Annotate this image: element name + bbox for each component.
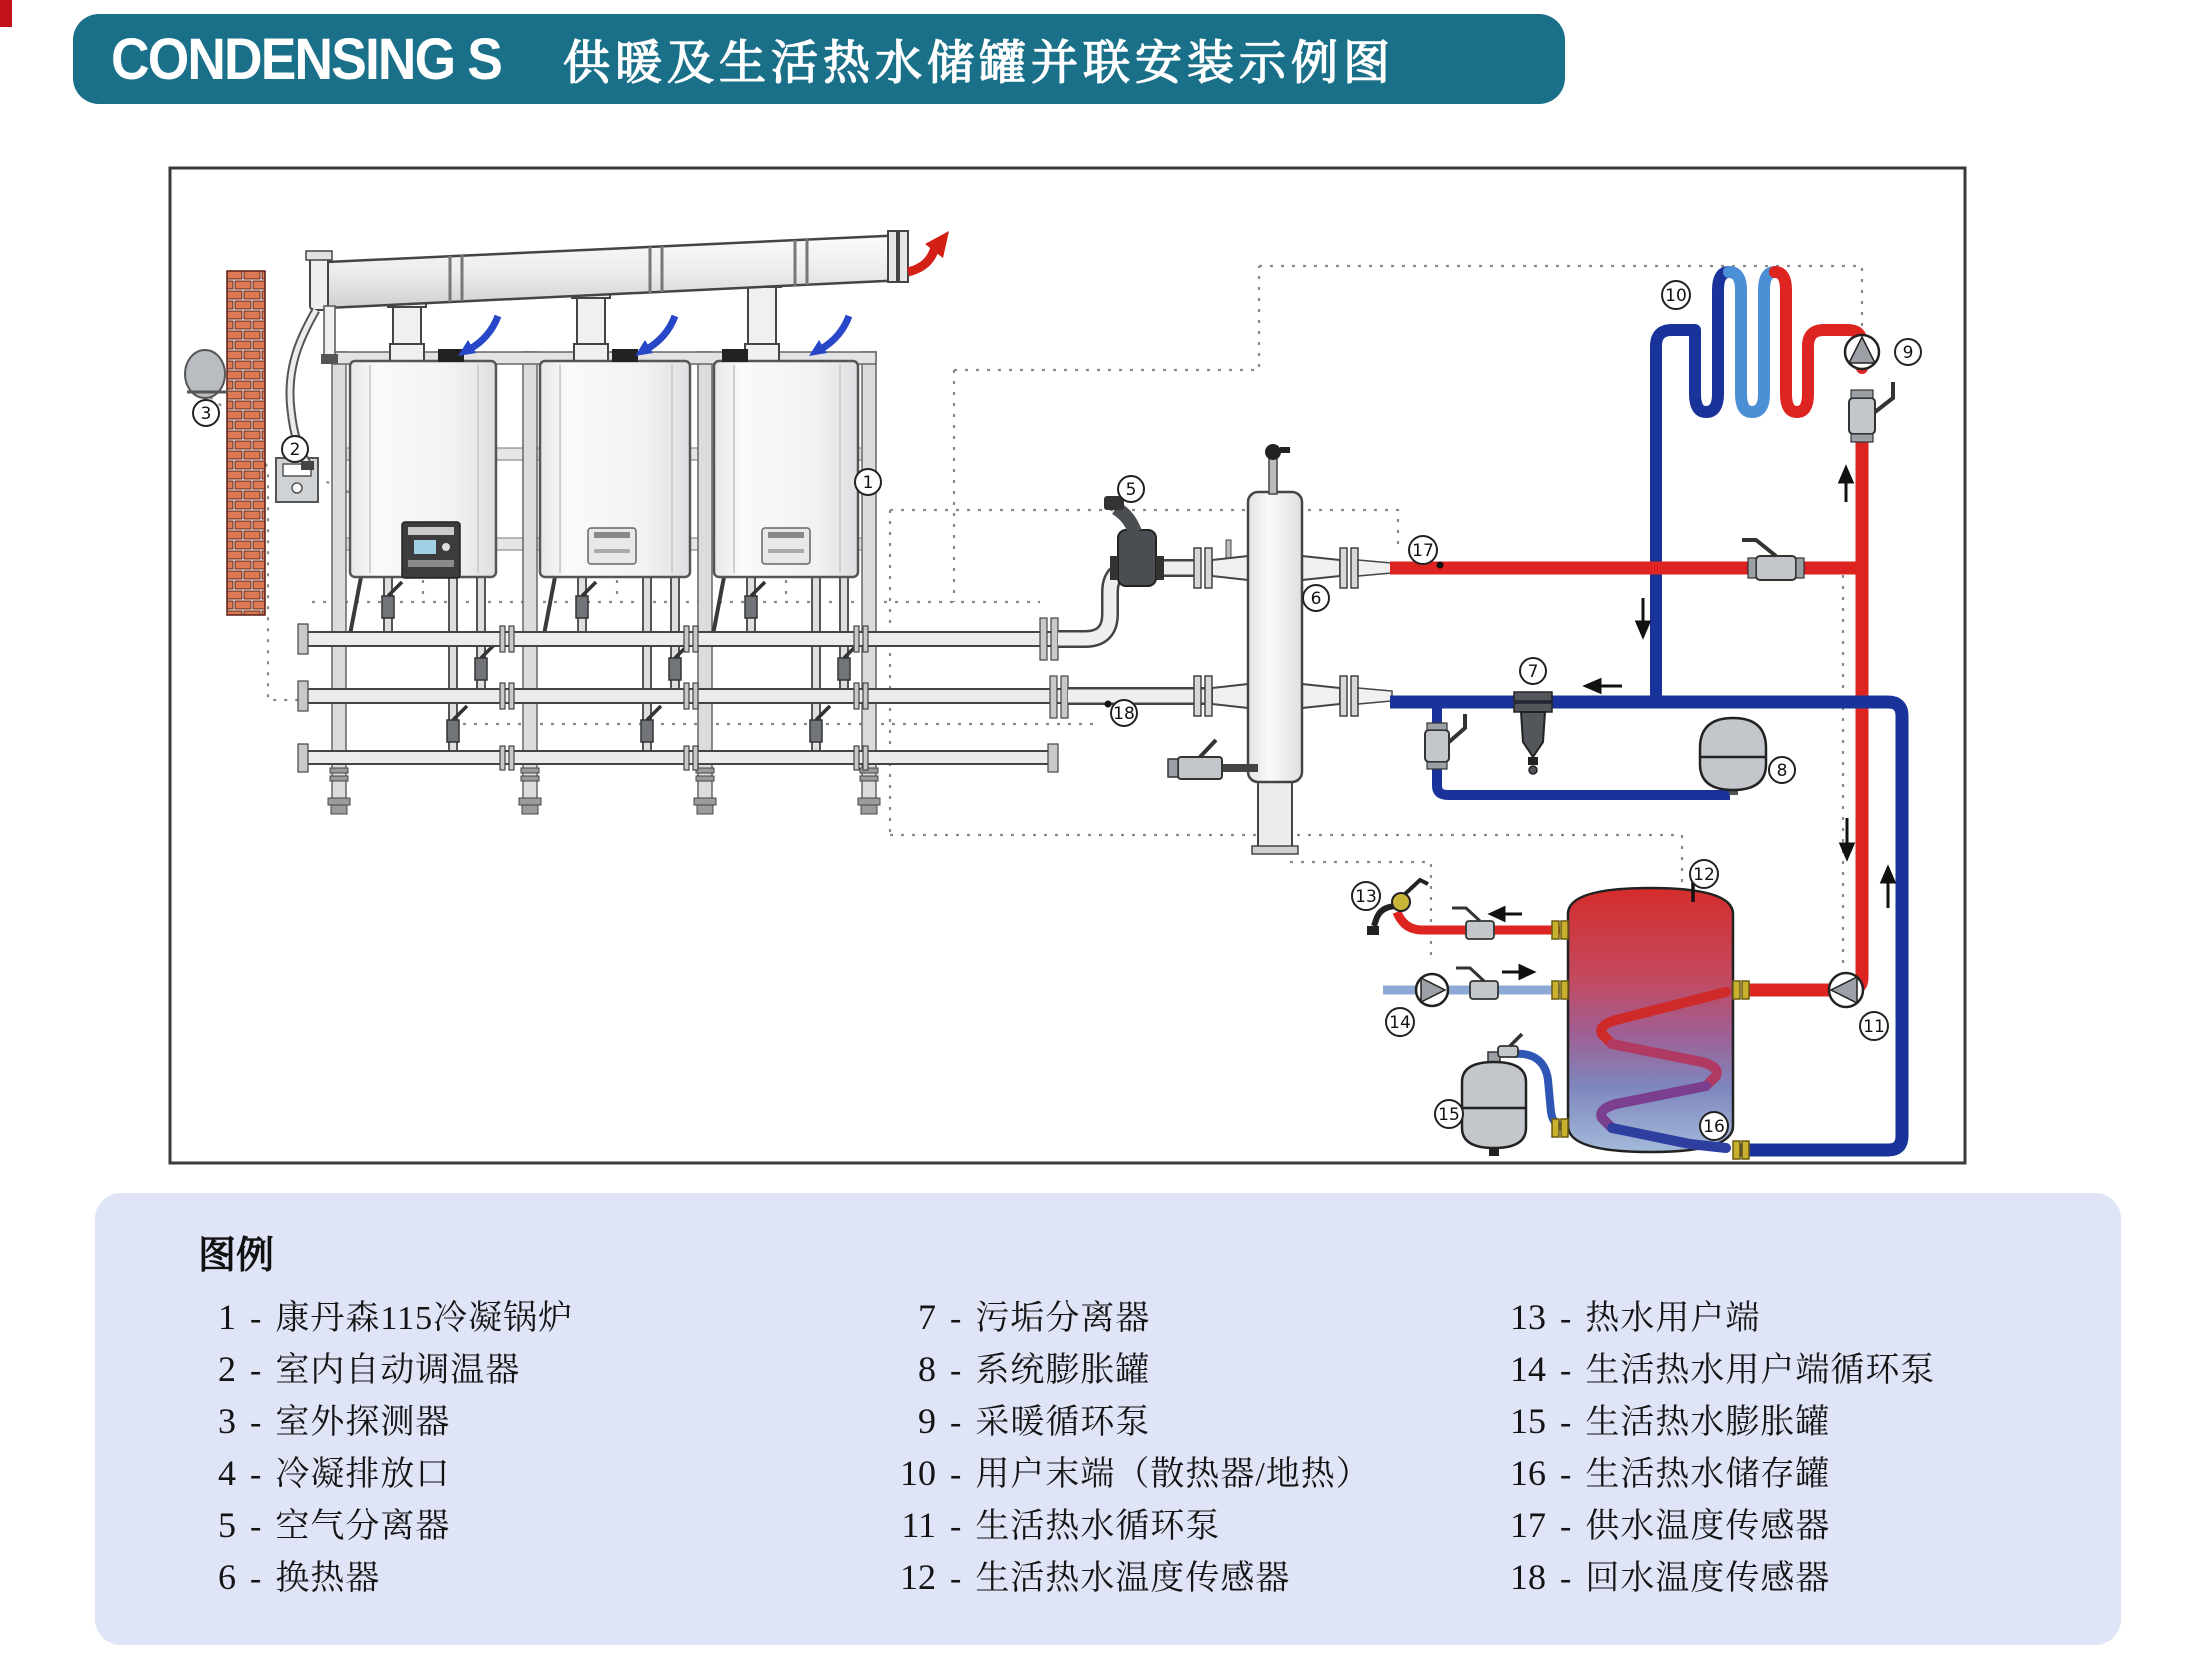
title-banner [73,14,1565,104]
svg-text:5: 5 [1125,480,1137,500]
callout-7 [1520,658,1546,684]
legend-title: 图例 [198,1235,275,1277]
boiler-3 [714,349,858,577]
callout-18 [1111,700,1137,726]
brick-wall [227,271,265,615]
callout-13 [1352,882,1380,910]
legend-item-8: 8 - 系统膨胀罐 [918,1349,1151,1389]
condensate-drain-end [301,461,314,470]
gas-manifold [306,751,1054,764]
legend-item-9: 9 - 采暖循环泵 [918,1401,1151,1441]
svg-text:12: 12 [1693,865,1715,885]
svg-text:8: 8 [1776,761,1788,781]
boiler-1 [350,349,496,578]
svg-text:2: 2 [289,440,301,460]
legend-item-16: 16 - 生活热水储存罐 [1510,1453,1831,1493]
legend-item-14: 14 - 生活热水用户端循环泵 [1510,1349,1936,1389]
svg-text:18: 18 [1113,704,1135,724]
callout-8 [1769,757,1795,783]
page-corner-mark [0,0,12,27]
legend-column-1 [150,1290,790,1602]
return-manifold [306,689,1076,703]
svg-text:14: 14 [1389,1013,1411,1033]
supply-manifold [306,632,1076,646]
svg-text:6: 6 [1310,589,1322,609]
svg-text:3: 3 [200,404,212,424]
legend-item-6: 6 - 换热器 [218,1557,381,1597]
legend-item-12: 12 - 生活热水温度传感器 [900,1557,1291,1597]
callout-3 [193,400,219,426]
svg-text:7: 7 [1527,662,1539,682]
legend-item-10: 10 - 用户末端（散热器/地热） [900,1453,1371,1493]
svg-text:15: 15 [1438,1105,1460,1125]
callout-1 [855,469,881,495]
legend-item-11: 11 - 生活热水循环泵 [901,1505,1221,1545]
svg-text:11: 11 [1863,1017,1885,1037]
intake-grille-2 [612,349,638,362]
svg-text:10: 10 [1665,286,1687,306]
sensor-18-tick [1105,701,1112,708]
legend-item-15: 15 - 生活热水膨胀罐 [1510,1401,1831,1441]
dhw-pump [1829,973,1863,1007]
callout-6 [1303,585,1329,611]
system-expansion-tank [1700,718,1766,795]
callout-9 [1895,339,1921,365]
legend-item-18: 18 - 回水温度传感器 [1510,1557,1831,1597]
page-title: 供暖及生活热水储罐并联安装示例图 [562,37,1395,90]
callout-11 [1860,1012,1888,1040]
legend-item-17: 17 - 供水温度传感器 [1510,1505,1831,1545]
svg-text:17: 17 [1412,541,1434,561]
callout-10 [1662,281,1690,309]
callout-12 [1690,860,1718,888]
legend-column-3 [1438,1290,2078,1602]
legend-item-2: 2 - 室内自动调温器 [218,1349,521,1389]
callout-5 [1118,476,1144,502]
callout-2 [282,436,308,462]
legend-item-13: 13 - 热水用户端 [1510,1297,1761,1337]
svg-text:13: 13 [1355,887,1377,907]
callout-14 [1386,1008,1414,1036]
dhw-user-recirc-pump [1416,974,1448,1006]
air-vent-icon [1265,444,1281,460]
callout-15 [1435,1100,1463,1128]
brand-name: CONDENSING S [111,26,502,92]
intake-grille-3 [722,349,748,362]
legend-item-1: 1 - 康丹森115冷凝锅炉 [218,1297,574,1337]
legend-column-2 [828,1290,1428,1602]
svg-text:1: 1 [862,473,874,493]
heating-pump [1845,335,1879,369]
svg-text:16: 16 [1703,1117,1725,1137]
boiler-2 [540,349,690,577]
sensor-17-tick [1437,562,1444,569]
callout-17 [1409,536,1437,564]
legend-item-7: 7 - 污垢分离器 [918,1297,1151,1337]
legend-item-4: 4 - 冷凝排放口 [218,1453,451,1493]
callout-16 [1700,1112,1728,1140]
svg-text:9: 9 [1902,343,1914,363]
legend-item-3: 3 - 室外探测器 [218,1401,451,1441]
legend-item-5: 5 - 空气分离器 [218,1505,451,1545]
